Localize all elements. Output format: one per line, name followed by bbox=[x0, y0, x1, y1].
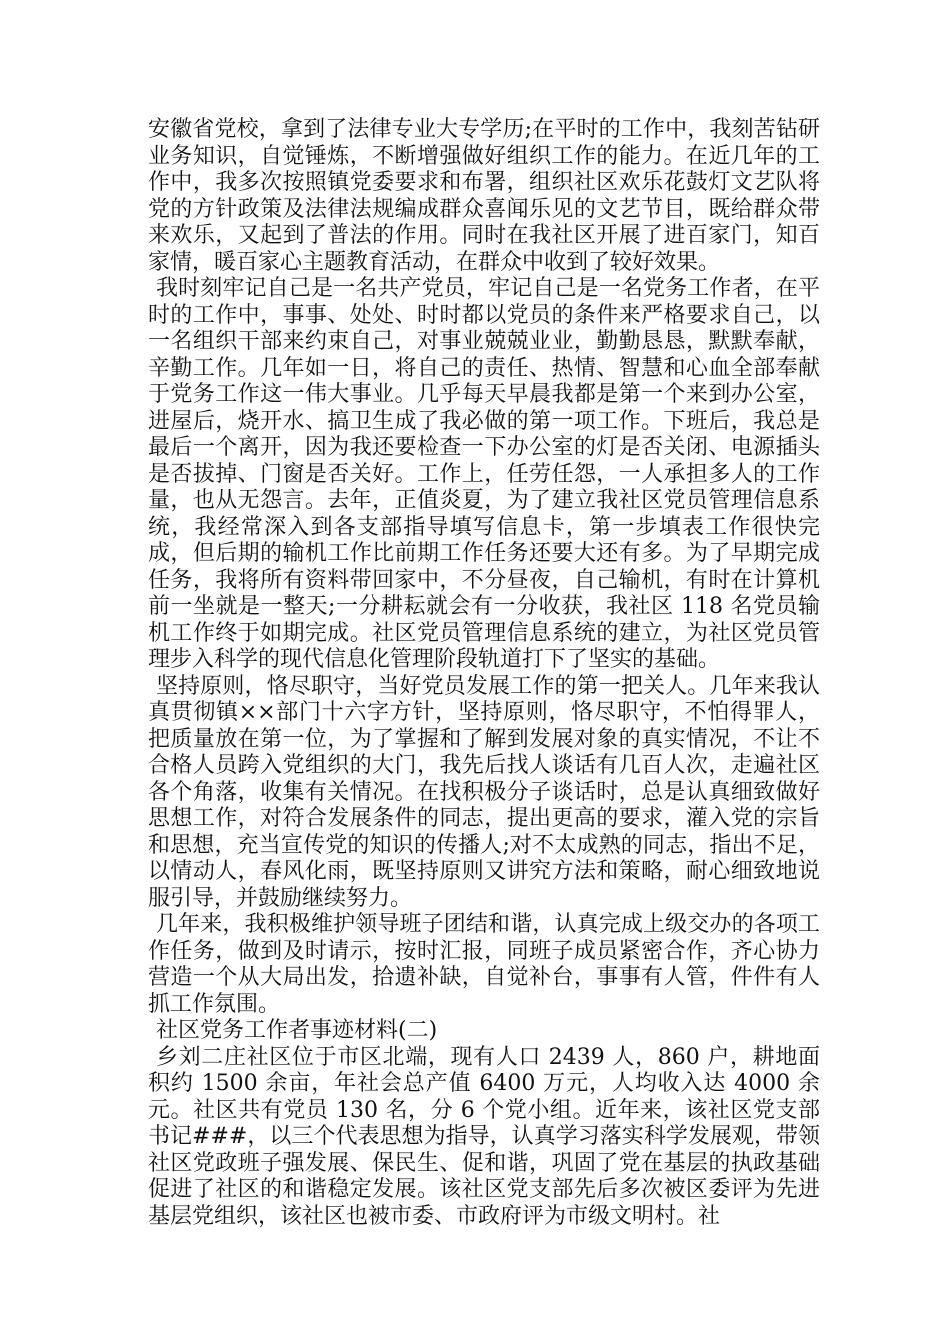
section-heading: 社区党务工作者事迹材料(二) bbox=[156, 1018, 438, 1043]
paragraph-2: 我时刻牢记自己是一名共产党员，牢记自己是一名党务工作者，在平时的工作中，事事、处处、时时都以党员的条件来严格要求自己，以一名组织干部来约束自己，对事业兢兢业业，勤勤恳恳，默默奉献，辛勤工作。几年如一日，将自己的责任、热情、智慧和心血全部奉献于党务工作这一伟大事业。几乎每天早晨我都是第一个来到办公室，进屋后，烧开水、搞卫生成了我必做的第一项工作。下班后，我总是最后一个离开，因为我还要检查一下办公室的灯是否关闭、电源插头是否拔掉、门窗是否关好。工作上，任劳任怨，一人承担多人的工作量，也从无怨言。去年，正值炎夏，为了建立我社区党员管理信息系统，我经常深入到各支部指导填写信息卡，第一步填表工作很快完成，但后期的输机工作比前期工作任务还要大还有多。为了早期完成任务，我将所有资料带回家中，不分昼夜，自己输机，有时在计算机前一坐就是一整天;一分耕耘就会有一分收获，我社区 118 名党员输机工作终于如期完成。社区党员管理信息系统的建立，为社区党员管理步入科学的现代信息化管理阶段轨道打下了坚实的基础。 bbox=[148, 276, 820, 672]
paragraph-3: 坚持原则，恪尽职守，当好党员发展工作的第一把关人。几年来我认真贯彻镇××部门十六字方针，坚持原则，恪尽职守，不怕得罪人，把质量放在第一位，为了掌握和了解到发展对象的真实情况，不让不合格人员跨入党组织的大门，我先后找人谈话有几百人次，走遍社区各个角落，收集有关情况。在找积极分子谈话时，总是认真细致做好思想工作，对符合发展条件的同志，提出更高的要求，灌入党的宗旨和思想，充当宣传党的知识的传播人;对不太成熟的同志，指出不足，以情动人，春风化雨，既坚持原则又讲究方法和策略，耐心细致地说服引导，并鼓励继续努力。 bbox=[148, 673, 820, 911]
paragraph-4: 几年来，我积极维护领导班子团结和谐，认真完成上级交办的各项工作任务，做到及时请示，按时汇报，同班子成员紧密合作，齐心协力营造一个从大局出发，拾遗补缺，自觉补台，事事有人管，件件有人抓工作氛围。 bbox=[148, 912, 820, 1017]
paragraph-5: 乡刘二庄社区位于市区北端，现有人口 2439 人，860 户，耕地面积约 1500 余亩，年社会总产值 6400 万元，人均收入达 4000 余元。社区共有党员 130 名，分 6 个党小组。近年来，该社区党支部书记###，以三个代表思想为指导，认真学习落实科学发展观，带领社区党政班子强发展、保民生、促和谐，巩固了党在基层的执政基础促进了社区的和谐稳定发展。该社区党支部先后多次被区委评为先进基层党组织，该社区也被市委、市政府评为市级文明村。社 bbox=[148, 1044, 820, 1229]
paragraph-1: 安徽省党校，拿到了法律专业大专学历;在平时的工作中，我刻苦钻研业务知识，自觉锤炼，不断增强做好组织工作的能力。在近几年的工作中，我多次按照镇党委要求和布署，组织社区欢乐花鼓灯文艺队将党的方针政策及法律法规编成群众喜闻乐见的文艺节目，既给群众带来欢乐，又起到了普法的作用。同时在我社区开展了进百家门，知百家情，暖百家心主题教育活动，在群众中收到了较好效果。 bbox=[148, 117, 820, 275]
document-body bbox=[148, 117, 820, 1230]
